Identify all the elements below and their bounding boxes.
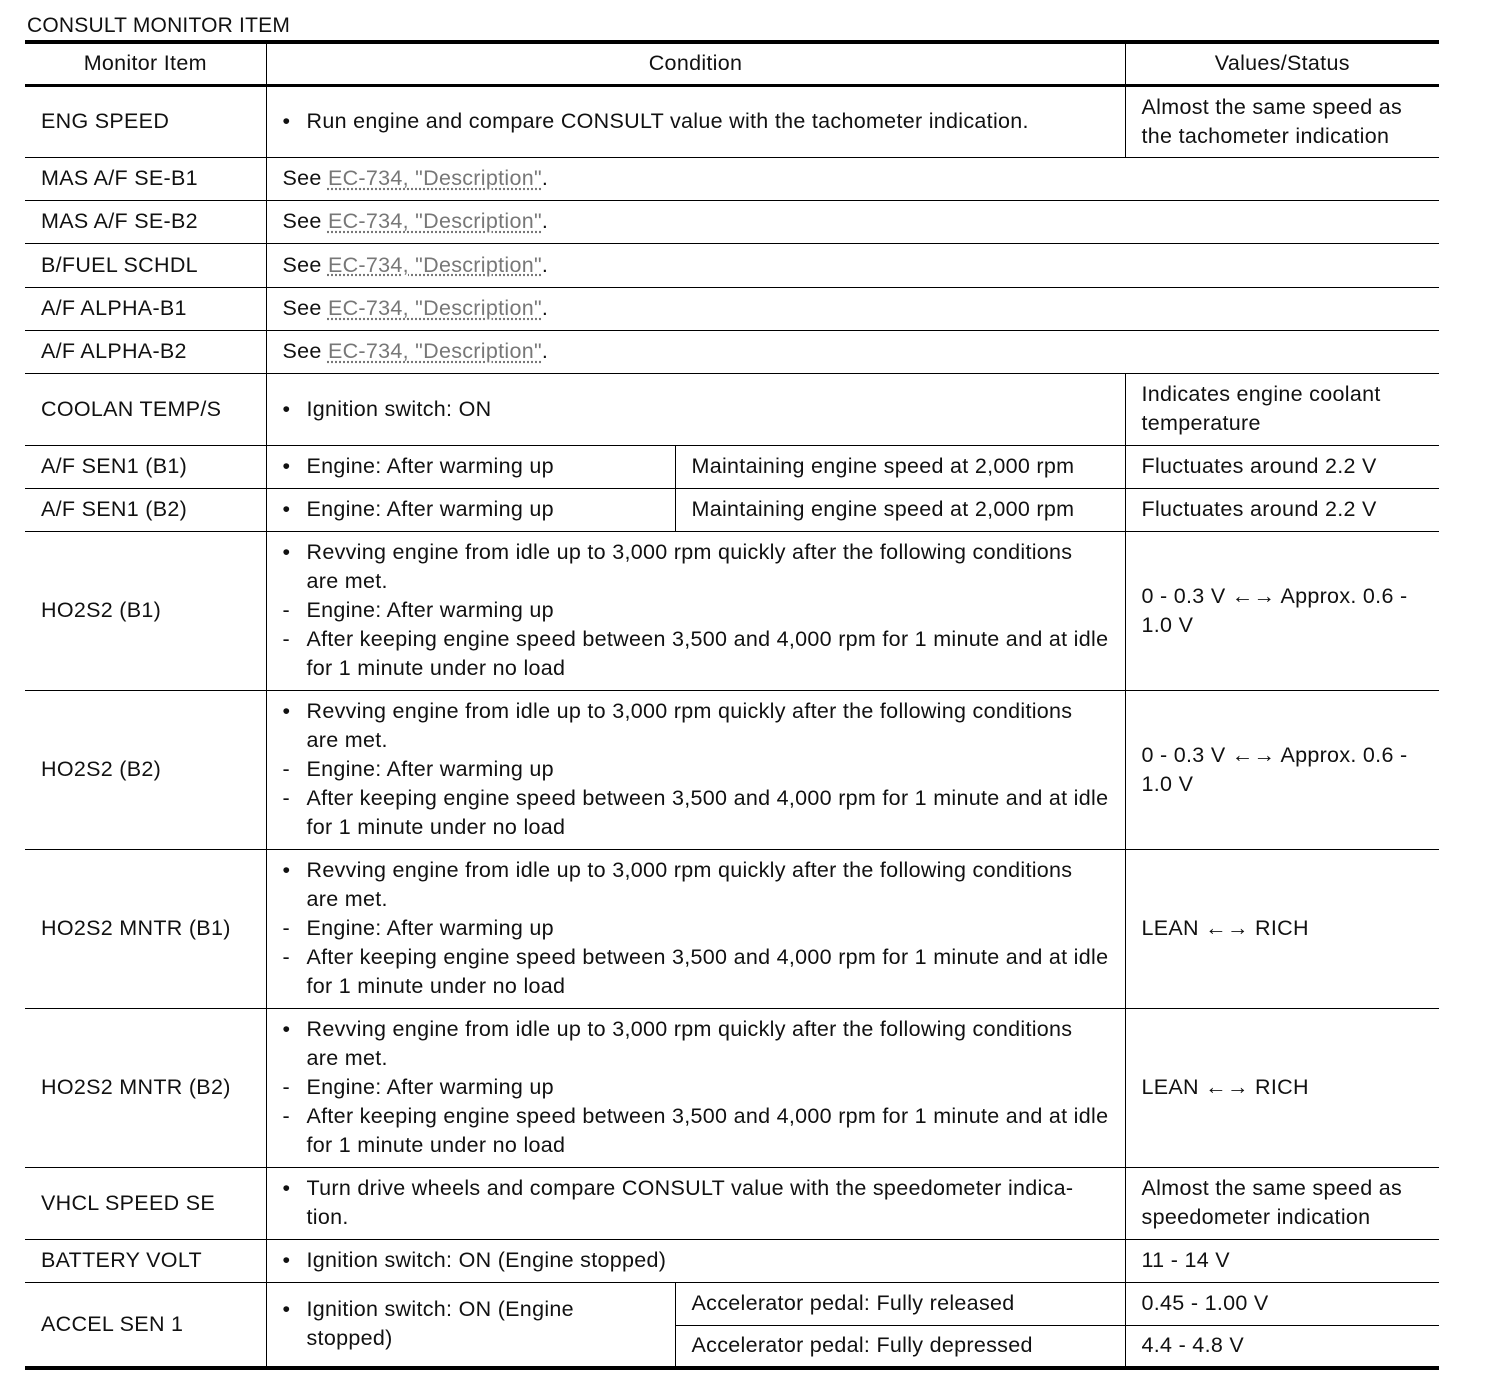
condition-cell <box>266 488 675 531</box>
dash-icon: - <box>282 786 290 810</box>
sub-condition-cell: Maintaining engine speed at 2,000 rpm <box>675 445 1125 488</box>
monitor-item: A/F ALPHA-B2 <box>25 330 266 373</box>
table-row <box>25 445 1439 488</box>
condition-text: Revving engine from idle up to 3,000 rpm quickly after the following conditions are met. <box>306 699 1073 752</box>
bullet-icon: • <box>282 109 291 133</box>
monitor-item: HO2S2 MNTR (B2) <box>25 1008 266 1167</box>
value-cell: LEAN ←→ RICH <box>1125 1008 1439 1167</box>
value-cell: LEAN ←→ RICH <box>1125 849 1439 1008</box>
condition-text: Ignition switch: ON (Engine stopped) <box>306 1248 667 1272</box>
condition-cell <box>266 531 1125 690</box>
condition-text: Revving engine from idle up to 3,000 rpm quickly after the following conditions are met. <box>306 540 1073 593</box>
bullet-icon: • <box>282 454 291 478</box>
header-condition: Condition <box>266 42 1125 85</box>
see-text: See <box>282 339 322 363</box>
monitor-item: B/FUEL SCHDL <box>25 243 266 287</box>
table-row <box>25 531 1439 690</box>
monitor-item: MAS A/F SE-B1 <box>25 157 266 200</box>
period: . <box>541 252 549 277</box>
dash-icon: - <box>282 1104 290 1128</box>
bullet-icon: • <box>282 858 291 882</box>
bullet-icon: • <box>282 1248 291 1272</box>
value-cell: 0.45 - 1.00 V <box>1125 1282 1439 1325</box>
see-text: See <box>282 296 322 320</box>
condition-text: Ignition switch: ON (Engine stopped) <box>306 1297 574 1351</box>
description-link[interactable]: EC-734, "Description" <box>327 209 542 233</box>
monitor-item: HO2S2 (B2) <box>25 690 266 849</box>
condition-cell <box>266 1239 1125 1282</box>
monitor-item: HO2S2 MNTR (B1) <box>25 849 266 1008</box>
reference-cell <box>266 330 1439 373</box>
table-row <box>25 1282 1439 1325</box>
value-cell: Almost the same speed as the tachometer indication <box>1125 85 1439 157</box>
reference-cell <box>266 243 1439 287</box>
period: . <box>541 166 549 190</box>
condition-text: Engine: After warming up <box>306 1075 554 1099</box>
dash-icon: - <box>282 627 290 651</box>
header-row <box>25 42 1439 85</box>
bullet-icon: • <box>282 497 291 521</box>
monitor-item: ACCEL SEN 1 <box>25 1282 266 1368</box>
table-row <box>25 85 1439 157</box>
table-row <box>25 243 1439 287</box>
table-row <box>25 488 1439 531</box>
value-cell: Almost the same speed as speedometer indication <box>1125 1167 1439 1239</box>
table-row <box>25 1167 1439 1239</box>
monitor-item: A/F SEN1 (B2) <box>25 488 266 531</box>
condition-text: Engine: After warming up <box>306 497 554 521</box>
bullet-icon: • <box>282 1297 291 1322</box>
description-link[interactable]: EC-734, "Description" <box>327 252 542 277</box>
value-cell: Fluctuates around 2.2 V <box>1125 488 1439 531</box>
condition-text: Engine: After warming up <box>306 598 554 622</box>
condition-text: After keeping engine speed between 3,500 and 4,000 rpm for 1 minute and at idle for 1 minute under no load <box>306 945 1109 998</box>
value-cell: 0 - 0.3 V ←→ Approx. 0.6 - 1.0 V <box>1125 531 1439 690</box>
condition-text: Turn drive wheels and compare CONSULT value with the speedometer indica-tion. <box>306 1176 1074 1229</box>
condition-text: Revving engine from idle up to 3,000 rpm quickly after the following conditions are met. <box>306 1017 1073 1070</box>
table-row <box>25 1239 1439 1282</box>
sub-condition-cell: Maintaining engine speed at 2,000 rpm <box>675 488 1125 531</box>
monitor-item: A/F ALPHA-B1 <box>25 287 266 330</box>
condition-text: Revving engine from idle up to 3,000 rpm quickly after the following conditions are met. <box>306 858 1073 911</box>
table-row <box>25 287 1439 330</box>
reference-cell <box>266 200 1439 243</box>
value-cell: Fluctuates around 2.2 V <box>1125 445 1439 488</box>
consult-monitor-table <box>25 40 1439 1370</box>
see-text: See <box>282 209 322 233</box>
dash-icon: - <box>282 916 290 940</box>
condition-text: After keeping engine speed between 3,500 and 4,000 rpm for 1 minute and at idle for 1 minute under no load <box>306 1104 1109 1157</box>
value-cell: 11 - 14 V <box>1125 1239 1439 1282</box>
condition-text: Engine: After warming up <box>306 757 554 781</box>
condition-text: Ignition switch: ON <box>306 396 492 421</box>
value-cell: 0 - 0.3 V ←→ Approx. 0.6 - 1.0 V <box>1125 690 1439 849</box>
monitor-item: MAS A/F SE-B2 <box>25 200 266 243</box>
table-row <box>25 200 1439 243</box>
condition-cell <box>266 445 675 488</box>
table-row <box>25 373 1439 445</box>
condition-cell <box>266 85 1125 157</box>
table-row <box>25 1008 1439 1167</box>
dash-icon: - <box>282 598 290 622</box>
dash-icon: - <box>282 945 290 969</box>
sub-condition-cell: Accelerator pedal: Fully depressed <box>675 1325 1125 1368</box>
table-row <box>25 330 1439 373</box>
condition-text: After keeping engine speed between 3,500 and 4,000 rpm for 1 minute and at idle for 1 minute under no load <box>306 786 1109 839</box>
condition-text: Run engine and compare CONSULT value with the tachometer indication. <box>306 109 1029 133</box>
see-text: See <box>282 166 322 190</box>
monitor-item: HO2S2 (B1) <box>25 531 266 690</box>
table-row <box>25 849 1439 1008</box>
dash-icon: - <box>282 1075 290 1099</box>
bullet-icon: • <box>282 699 291 723</box>
bullet-icon: • <box>282 1017 291 1041</box>
period: . <box>541 339 549 363</box>
see-text: See <box>282 252 322 277</box>
header-values-status: Values/Status <box>1125 42 1439 85</box>
reference-cell <box>266 287 1439 330</box>
value-cell: 4.4 - 4.8 V <box>1125 1325 1439 1368</box>
monitor-item: VHCL SPEED SE <box>25 1167 266 1239</box>
condition-text: Engine: After warming up <box>306 454 554 478</box>
condition-text: After keeping engine speed between 3,500 and 4,000 rpm for 1 minute and at idle for 1 minute under no load <box>306 627 1109 680</box>
description-link[interactable]: EC-734, "Description" <box>327 339 542 363</box>
value-cell: Indicates engine coolant temperature <box>1125 373 1439 445</box>
reference-cell <box>266 157 1439 200</box>
condition-cell <box>266 1167 1125 1239</box>
monitor-item: ENG SPEED <box>25 85 266 157</box>
condition-cell <box>266 849 1125 1008</box>
header-monitor-item: Monitor Item <box>25 42 266 85</box>
condition-cell <box>266 1008 1125 1167</box>
monitor-item: A/F SEN1 (B1) <box>25 445 266 488</box>
description-link[interactable]: EC-734, "Description" <box>327 296 542 320</box>
bullet-icon: • <box>282 540 291 564</box>
description-link[interactable]: EC-734, "Description" <box>327 166 542 190</box>
condition-text: Engine: After warming up <box>306 916 554 940</box>
bullet-icon: • <box>282 396 291 421</box>
period: . <box>541 296 549 320</box>
table-row <box>25 157 1439 200</box>
period: . <box>541 209 549 233</box>
monitor-item: BATTERY VOLT <box>25 1239 266 1282</box>
condition-cell <box>266 373 1125 445</box>
monitor-item: COOLAN TEMP/S <box>25 373 266 445</box>
page-title: CONSULT MONITOR ITEM <box>27 14 291 37</box>
bullet-icon: • <box>282 1176 291 1200</box>
condition-cell <box>266 690 1125 849</box>
condition-cell <box>266 1282 675 1368</box>
table-row <box>25 690 1439 849</box>
dash-icon: - <box>282 757 290 781</box>
sub-condition-cell: Accelerator pedal: Fully released <box>675 1282 1125 1325</box>
